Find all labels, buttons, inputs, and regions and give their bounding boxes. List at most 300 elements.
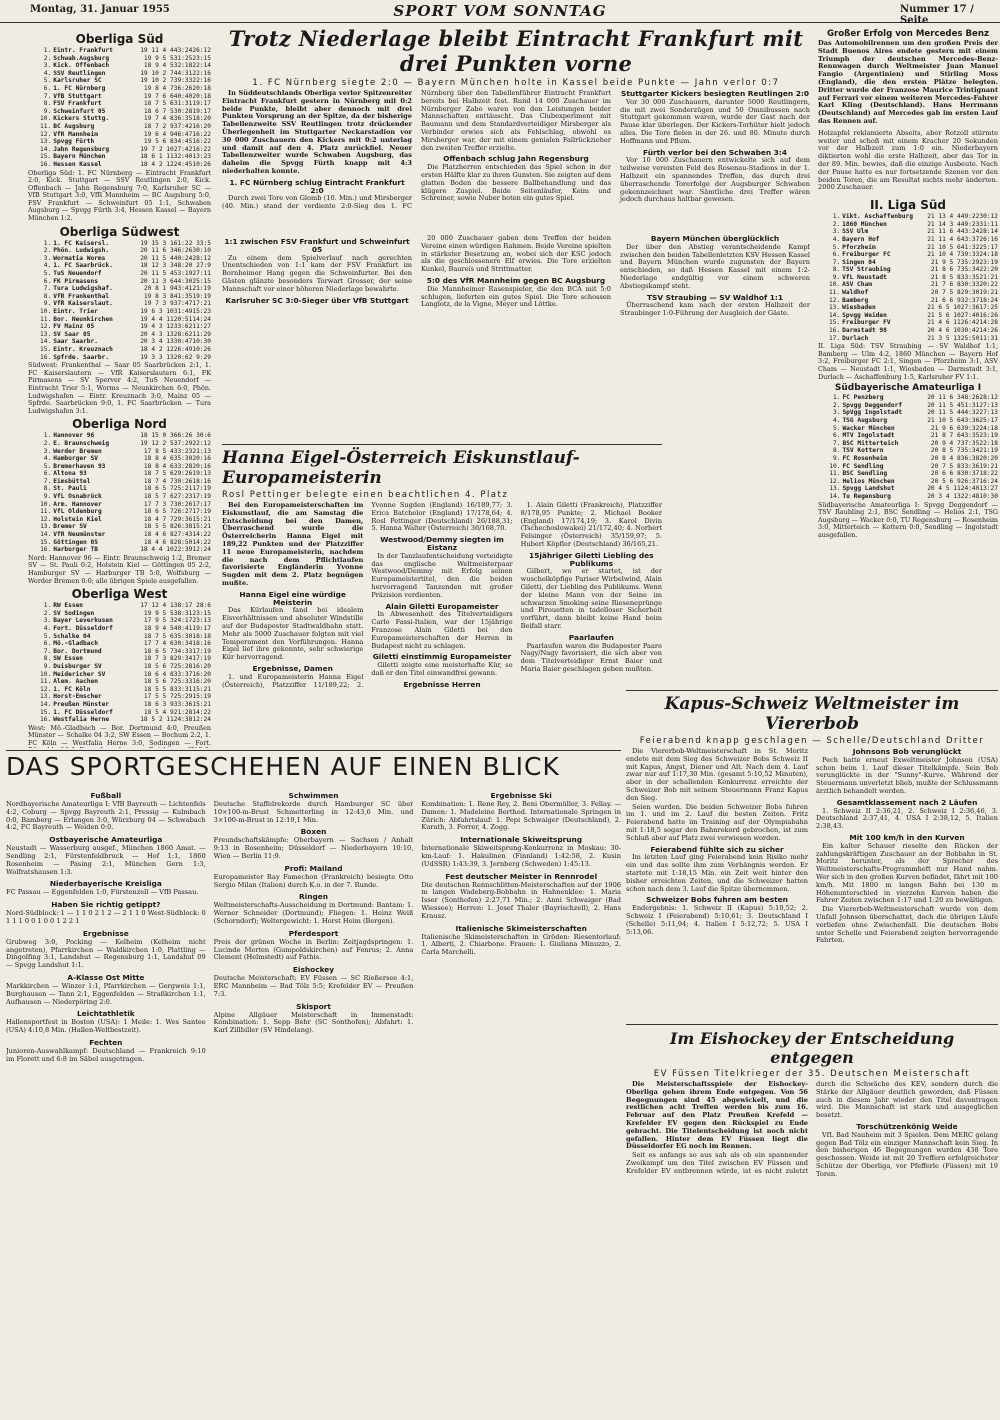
blick-subheading: Internationale Skiweitsprung [460, 835, 583, 845]
article-paragraph: Die Platzherren entschieden das Spiel schon in der ersten Hälfte klar zu ihren Gunsten. Sie zeigten auf dem glatten Boden die bessere Ballbehandlung und das klügere Zuspiel. Beide Seitenläufer, Keim und Schreiner, sowie Nuber boten ein gutes Spiel. [421, 163, 611, 203]
blick-paragraph: Preis der grünen Woche in Berlin: Zeitjagdspringen: 1. Lucinde Merten (Gumpoldskirchen) auf Fenrus; 2. Anna Clement (Helmstedt) auf Fathis. [213, 937, 414, 962]
table-cell: 30:47 [173, 338, 193, 346]
table-cell: Waldhof [842, 289, 869, 297]
blick-subheading: Profi: Mailand [284, 863, 343, 873]
table-cell: 3. [832, 228, 841, 236]
table-row [818, 417, 998, 425]
table-cell: 1860 München [842, 220, 887, 228]
table-cell: 21 5 6 10 [927, 311, 961, 319]
table-cell: 18 6 4 8 [143, 670, 174, 678]
table-cell: SV Saar 05 [53, 330, 91, 338]
article-paragraph: In Abwesenheit des Titelverteidigers Carlo Fassi-Italien, war der 15jährige Franzose Alain Giletti bei den Europameisterschaften der Herren in Budapest nicht zu schlagen. [371, 610, 513, 650]
table-row [818, 312, 998, 320]
table-cell: Hannover 96 [53, 432, 95, 440]
blick-paragraph: Die deutschen Rennschlitten-Meisterschaften auf der 1906 m langen Wadeberg-Bobbahn in Hahnenklee: 1. Maria Isser (Sonthofen) 2:27,71 Min.; 2. Anni Schwaiger (Bad Wiessee); Herren: 1. Josef Thaler (Bayrischzell), 2. Hans Krausz. [421, 880, 621, 920]
table-cell: 17 5 5 7 [143, 693, 174, 701]
table-cell: Harburger TB [53, 546, 98, 554]
table-cell: 2. [43, 609, 52, 617]
table-cell: 24:38 [173, 716, 193, 724]
table-cell: 22:12 [192, 439, 211, 447]
table-cell: 19:17 [192, 107, 211, 115]
table-cell: 6. [43, 470, 52, 478]
table-cell: 24:45 [173, 160, 193, 168]
table-cell: 18 4 2 12 [140, 160, 174, 168]
table-cell: 19 15 3 1 [140, 239, 174, 247]
liga2-title: II. Liga Süd [869, 198, 947, 213]
table-cell: 14:22 [192, 708, 211, 716]
table-cell: 22:48 [960, 492, 980, 500]
table-cell: 16:22 [192, 138, 211, 146]
table-cell: TuS Neuendorf [53, 270, 102, 278]
table-cell: 12:24 [192, 546, 211, 554]
table-cell: VfR Frankenthal [53, 292, 110, 300]
table-cell: 17 9 5 3 [143, 617, 174, 625]
main-headline: Trotz Niederlage bleibt Eintracht Frankfurt mit drei Punkten vorne [228, 26, 804, 76]
article-paragraph: Paarlaufen waren die Budapester Paare Nagy/Nagy favorisiert, die sich aber von dem Titelverteidiger Ernst Baier und Maria Baier geschlagen geben mußten. [520, 641, 662, 673]
table-cell: 10:30 [192, 338, 211, 346]
table-row [28, 633, 211, 641]
table-row [818, 251, 998, 259]
blick-subheading: Skisport [296, 1001, 331, 1011]
table-cell: 41:35 [173, 292, 193, 300]
table-cell: 17:19 [192, 647, 211, 655]
table-cell: 16. [40, 716, 52, 724]
table-row [28, 531, 211, 539]
table-cell: 17 7 4 6 [143, 640, 174, 648]
table-cell: 18 7 5 6 [143, 100, 174, 108]
table-cell: 36:26 [173, 84, 193, 92]
table-row [28, 100, 211, 108]
article-paragraph: Vor 10 000 Zuschauern entwickelte sich auf dem teilweise vereisten Feld des Rosenau-Stadions in der 1. Halbzeit ein spannendes Treffen, das durch drei überraschende Torerfolge der Augsburger Schwaben gekennzeichnet war. Sämtliche drei Treffer wären jedoch durchaus haltbar gewesen. [620, 156, 810, 204]
table-cell: 20:62 [173, 353, 193, 361]
table-cell: 1. [832, 394, 841, 402]
article-subheading: Westwood/Demmy siegten im Eistanz [380, 535, 504, 552]
table-cell: 13:23 [192, 153, 211, 161]
table-cell: 17:19 [192, 508, 211, 516]
table-row [28, 625, 211, 633]
table-row [28, 338, 211, 346]
table-cell: VfR Kaiserslaut. [53, 300, 113, 308]
table-cell: 33:5 [196, 239, 211, 247]
blick-paragraph: Neustadt — Wasserburg ausgef., München 1860 Amat. — Sendling 2:1, Fürstenfeldbruck — Hof 1:1, 1860 Rosenheim — Pasing 2:1, München Gern 1:3, Wolfratshausen 1:3. [6, 844, 206, 876]
table-cell: 18 8 4 6 [143, 462, 174, 470]
table-cell: Tura Ludwigshaf. [53, 285, 113, 293]
table-cell: 26:12 [192, 47, 211, 54]
table-cell: TSV Kottern [842, 447, 884, 455]
table-cell: 30:34 [173, 640, 193, 648]
table-cell: 33:36 [960, 462, 980, 470]
bob-ranking-text: Endergebnis: 1. Schweiz II (Kapus) 5:10,52; 2. Schweiz I (Feierabend) 5:10,61; 3. Deutschland I (Schelle) 5:11,94; 4. Italien I 5:12,72; 5. USA I 5:13,06. [626, 904, 808, 936]
table-cell: 32:37 [960, 296, 980, 304]
table-cell: 20 8 5 7 [930, 447, 961, 455]
table-row [818, 228, 998, 236]
article-paragraph: Die Mannheimer Rasenspieler, die den BCA mit 5:0 schlugen, lieferten ein gutes Spiel. Die Tore schossen Langlotz, de la Vigne, Meyer und Löttke. [421, 284, 611, 309]
header-date: Montag, 31. Januar 1955 [30, 4, 170, 15]
table-cell: 1. FC Kaisersl. [53, 239, 110, 247]
skating-body [222, 502, 662, 689]
league-table [28, 602, 211, 724]
table-cell: 10. [829, 462, 841, 470]
table-cell: 16:22 [192, 145, 211, 153]
table-cell: 30:33 [960, 281, 980, 289]
article-subheading: Giletti einstimmig Europameister [372, 652, 512, 662]
table-cell: 8. [43, 655, 52, 663]
table-cell: Holstein Kiel [53, 515, 102, 523]
table-cell: Freiburger FV [842, 319, 891, 327]
table-row [28, 331, 211, 339]
league-table [28, 47, 211, 169]
table-cell: 18 7 4 7 [143, 477, 174, 485]
table-cell: 28:62 [173, 330, 193, 338]
table-cell: 14. [40, 338, 52, 346]
table-cell: 10. [828, 281, 841, 289]
table-cell: Fort. Düsseldorf [53, 624, 113, 632]
table-cell: 48:20 [173, 262, 193, 270]
table-cell: 5. [832, 424, 841, 432]
table-cell: 11. [40, 508, 52, 516]
table-row [28, 516, 211, 524]
table-cell: 7. [832, 439, 841, 447]
table-row [818, 221, 998, 229]
table-cell: VfR Neumünster [53, 531, 106, 539]
table-cell: 39:33 [960, 251, 980, 259]
table-cell: 46:47 [173, 130, 193, 138]
bob-subline: Feierabend knapp geschlagen — Schelle/Deutschland Dritter [639, 736, 985, 746]
table-cell: 18 9 4 5 [143, 62, 174, 70]
table-row [28, 55, 211, 63]
table-row [818, 335, 998, 343]
table-cell: 17:19 [192, 655, 211, 663]
table-cell: BSC Sendling [842, 470, 888, 478]
table-cell: 14:22 [192, 531, 211, 539]
right-column [818, 26, 998, 698]
table-cell: 19 5 6 8 [143, 138, 174, 146]
table-row [818, 213, 998, 221]
table-cell: 19 7 3 9 [143, 300, 174, 308]
blick-subheading: Schwimmen [288, 791, 339, 800]
table-cell: FK Pirmasens [53, 277, 98, 285]
mercedes-headline: Großer Erfolg von Mercedes Benz [826, 29, 990, 39]
table-cell: 30:42 [960, 327, 980, 335]
table-cell: Werder Bremen [53, 447, 102, 455]
table-cell: 18 4 7 7 [143, 515, 174, 523]
table-cell: 15:21 [192, 523, 211, 531]
bob-text-2: Seien wurden. Die beiden Schweizer Bobs fuhren im 1. und im 2. Lauf die besten Zeiten. Fritz Feierabend hatte im Training auf der Olympiabahn mit 1:18,5 sogar den Bahnrekord gebrochen, ist zum Schluß aber auf Platz zwei verwiesen worden. [626, 802, 808, 842]
table-row [28, 716, 211, 724]
table-row [818, 485, 998, 493]
table-cell: 15:21 [192, 700, 211, 708]
table-cell: 13:27 [979, 485, 998, 493]
hockey-body [626, 1081, 998, 1179]
table-cell: 53:19 [173, 270, 193, 278]
table-cell: 6. [832, 251, 841, 259]
table-cell: 46:26 [173, 247, 193, 255]
article-subheading: 1:1 zwischen FSV Frankfurt und Schweinfurt 05 [224, 237, 410, 254]
table-cell: 8. [43, 100, 52, 108]
table-cell: 19 7 6 6 [143, 92, 174, 100]
table-cell: 3. [43, 617, 52, 625]
table-cell: 27:36 [960, 304, 980, 312]
league-title: Oberliga West [71, 587, 168, 602]
table-row [28, 448, 211, 456]
table-cell: 16:20 [192, 678, 211, 686]
table-cell: Schwab.Augsburg [53, 54, 110, 62]
blick-headline: DAS SPORTGESCHEHEN AUF EINEN BLICK [6, 752, 560, 781]
skating-headline: Hanna Eigel-Österreich Eiskunstlauf-Europameisterin [222, 448, 580, 488]
table-cell: 10:30 [979, 492, 998, 500]
table-cell: 2. [43, 439, 52, 447]
table-cell: 26:42 [960, 319, 980, 327]
table-cell: 44:30 [173, 277, 193, 285]
article-paragraph: 20 000 Zuschauer gaben dem Treffen der beiden Vereine einen würdigen Rahmen. Beide Vereine spielten in stärkster Besetzung an, wobei sich der KSC jedoch als die geschlossenere Elf erwies. Die Tore erzielten Kunkel, Baureis und Strittmatter. [421, 235, 611, 274]
amateur-note: Südbayerische Amateurliga I: Spvgg Deggendorf — TSV Raubling 2:1, BSC Sendling — Helios 2:1, TSG Augsburg — Wacker 0:0, TU Regensburg — Rosenheim 3:0, Mitterteich — Kottern 0:0, Sendling — Ingolstadt ausgefallen. [818, 500, 998, 539]
article-subheading: Fürth verlor bei den Schwaben 3:4 [643, 147, 787, 157]
table-cell: 31:31 [173, 100, 193, 108]
table-cell: 5. [832, 243, 841, 251]
table-row [28, 153, 211, 161]
league-results-note: Nord: Hannover 96 — Eintr. Braunschweig 1:2, Bremer SV — St. Pauli 0:2, Holstein Kiel — Göttingen 05 2:2, Hamburger SV — Harburger TB 5:0, Wolfsburg — Werder Bremen 0:0; alle übrigen Spiele ausgefallen. [28, 553, 211, 585]
table-cell: 26:49 [173, 345, 193, 353]
table-cell: 16:26 [979, 311, 998, 319]
table-cell: 21 8 6 7 [930, 266, 961, 274]
main-lead: In Süddeutschlands Oberliga verlor Spitzenreiter Eintracht Frankfurt gestern in Nürnberg mit 0:2 beide Punkte, bleibt aber dennoch mit drei Punkten Vorsprung an der Spitze, da der bisherige Tabellenzweite SSV Reutlingen trotz drückender Überlegenheit im Stuttgarter Neckarstadion vor 30 000 Zuschauern den Kickers mit 0:2 unterlag und damit auf den 4. Platz zurückfiel. Neuer Tabellenzweiter wurde Schwaben Augsburg, das daheim die Spvgg Fürth knapp mit 4:3 niederhalten konnte. [222, 89, 412, 175]
table-cell: 9. [43, 493, 52, 501]
table-cell: 21 11 6 4 [927, 228, 961, 236]
table-cell: 61:22 [173, 239, 193, 247]
table-row [818, 409, 998, 417]
table-cell: 19 4 4 11 [140, 315, 174, 323]
table-cell: Darmstadt 98 [842, 327, 887, 335]
table-cell: 16. [40, 160, 52, 168]
table-row [818, 440, 998, 448]
table-cell: 19 11 4 4 [140, 47, 174, 54]
blick-subheading: A-Klasse Ost Mitte [67, 972, 145, 982]
table-cell: 18 7 3 8 [143, 655, 174, 663]
article-paragraph: Gilbert, wo er startet, ist der wuschelköpfige Pariser Wirbelwind, Alain Giletti, der Liebling des Publikums. Wenn der kleine Mann von der Seine im schwarzen Smoking seine Rieseneprünge und Pirouetten in tadelloser Sicherheit vorführt, dann bleibt keine Hand beim Beifall starr. [520, 567, 662, 630]
table-row [28, 701, 211, 709]
table-cell: 44:32 [960, 409, 980, 417]
table-cell: 20 11 5 4 [927, 409, 961, 417]
table-cell: 16:24 [979, 477, 998, 485]
table-cell: Eintr. Trier [53, 308, 98, 315]
blick-subheading: Pferdesport [288, 928, 339, 938]
table-row [28, 686, 211, 694]
table-cell: 30:6 [196, 432, 211, 440]
table-cell: Durlach [842, 334, 869, 342]
table-cell: 15. [40, 345, 52, 353]
table-cell: 35:29 [960, 258, 980, 266]
table-cell: 33:36 [173, 700, 193, 708]
table-row [28, 432, 211, 440]
table-cell: 9. [832, 454, 841, 462]
table-cell: 7. [43, 285, 52, 293]
table-cell: 19:13 [192, 470, 211, 478]
article-subheading: Ergebnisse Herren [403, 679, 481, 689]
bob-headline: Kapus-Schweiz Weltmeister im Viererbob [664, 694, 960, 734]
table-cell: 20 11 6 3 [140, 247, 174, 255]
table-row [28, 255, 211, 263]
table-cell: 16. [40, 353, 52, 361]
table-cell: Schweinfurt 05 [53, 107, 106, 115]
table-cell: 23:19 [979, 258, 998, 266]
table-cell: Wormatia Worms [53, 254, 106, 262]
table-cell: 26:37 [960, 477, 980, 485]
article-subheading: 1. FC Nürnberg schlug Eintracht Frankfurt 2:0 [229, 177, 405, 195]
table-cell: 22:20 [979, 266, 998, 274]
table-cell: 21:19 [192, 285, 211, 293]
table-row [28, 123, 211, 131]
table-cell: Westfalia Herne [53, 716, 110, 724]
table-cell: 14:24 [192, 315, 211, 323]
table-cell: Karlsruher SC [53, 77, 102, 85]
blick-subheading: Ringen [298, 892, 329, 902]
table-cell: 11. [40, 678, 52, 686]
table-cell: VfL Neustadt [842, 273, 887, 281]
table-cell: 17. [828, 334, 841, 342]
hockey-headline: Im Eishockey der Entscheidung entgegen [669, 1029, 955, 1067]
table-row [28, 610, 211, 618]
table-cell: Pforzheim [842, 243, 876, 251]
table-cell: Horst-Emscher [53, 693, 102, 701]
table-cell: 27:40 [960, 311, 980, 319]
table-cell: 35:34 [960, 266, 980, 274]
table-cell: 18:24 [979, 296, 998, 304]
table-cell: Eintr. Frankfurt [53, 47, 113, 54]
table-cell: Altona 93 [53, 470, 87, 478]
blick-subheading: Leichtathletik [76, 1009, 135, 1019]
table-cell: 2. [832, 220, 841, 228]
table-row [818, 304, 998, 312]
table-cell: Spfrde. Saarbr. [53, 353, 110, 361]
article-paragraph: Überraschend kam nach der ersten Halbzeit der Straubinger 1:0-Führung der Ausgleich der Gäste. [620, 301, 810, 318]
table-cell: SV Sodingen [53, 609, 95, 617]
amateur-table [818, 394, 998, 500]
table-cell: 15:23 [192, 308, 211, 315]
table-cell: Preußen Münster [53, 700, 110, 708]
bob-unlucky-text: Pech hatte erneut Exweltmeister Johnson (USA) schon beim 1. Lauf dieser Titelkämpfe. Sein Bob verunglückte in der "Sunny"-Kurve. Während der Steuermann unverletzt blieb, mußte der Schlussmann ärztlich behandelt werden. [816, 755, 998, 795]
table-row [28, 440, 211, 448]
table-cell: Spvgg Weiden [842, 311, 887, 319]
table-cell: 20 7 5 8 [930, 462, 961, 470]
league-title: Oberliga Nord [72, 417, 167, 432]
skating-article [222, 444, 662, 748]
table-cell: 18 6 7 5 [143, 107, 174, 115]
table-cell: 1. FC Saarbrück. [53, 262, 113, 270]
table-cell: 6. [43, 277, 52, 285]
table-cell: Freiburger FC [842, 251, 891, 259]
article-paragraph: Zu einem dem Spielverlauf nach gerechten Unentschieden von 1:1 kam der FSV Frankfurt im Bornheimer Hang gegen die Schweinfurter. Bei den Gästen glänzte besonders Torwart Grosser, der seine Mannschaft vor einer höheren Niederlage bewahrte. [222, 253, 412, 293]
article-paragraph: 1. Alain Giletti (Frankreich), Platzziffer 8/178,95 Punkte; 2. Michael Booker (England) 17/174,19; 3. Karol Divin (Tschechoslowakei) 21/172,40; 4. Norbert Felsinger (Österreich) 35/159,97; 5. Hubert Köpfler (Deutschland) 36/165,21. [520, 501, 662, 548]
table-cell: Schalke 04 [53, 632, 91, 640]
table-cell: 10:26 [192, 345, 211, 353]
table-row [28, 493, 211, 501]
table-cell: 37:35 [960, 439, 980, 447]
table-cell: 10. [40, 115, 52, 123]
table-cell: 16:22 [192, 130, 211, 138]
table-cell: 25:17 [979, 243, 998, 251]
table-cell: 12. [828, 296, 841, 304]
table-cell: 15. [828, 319, 841, 327]
table-row [28, 478, 211, 486]
table-row [818, 394, 998, 402]
table-cell: 19 9 5 5 [143, 609, 174, 617]
blick-subheading: Boxen [300, 827, 327, 837]
table-cell: 19 6 3 10 [140, 308, 174, 315]
table-cell: 10. [40, 308, 52, 315]
table-cell: 31:25 [173, 54, 193, 62]
table-cell: 25:15 [192, 277, 211, 285]
table-cell: 19 6 4 9 [143, 130, 174, 138]
table-cell: 18 5 6 7 [143, 662, 174, 670]
blick-subheading: Ostbayerische Amateurliga [49, 835, 163, 845]
blick-subheading: Haben Sie richtig getippt? [51, 900, 161, 910]
table-cell: 9:29 [196, 353, 211, 361]
table-cell: 21 7 6 8 [930, 281, 961, 289]
table-cell: 21:28 [173, 708, 193, 716]
table-cell: 2. [43, 54, 52, 62]
table-cell: 4. [832, 235, 841, 243]
table-cell: 27:23 [173, 493, 193, 501]
table-cell: 35:34 [960, 447, 980, 455]
table-cell: 15. [40, 153, 52, 161]
table-cell: 18 6 1 11 [140, 153, 174, 161]
table-cell: Wacker München [842, 424, 895, 432]
bob-curves-title: Mit 100 km/h in den Kurven [849, 832, 965, 842]
table-cell: 19 10 2 7 [140, 77, 174, 85]
table-cell: 33:35 [960, 273, 980, 281]
table-cell: 17 7 3 7 [143, 500, 174, 508]
table-cell: 21 8 7 6 [930, 432, 961, 440]
table-cell: 20 8 1 9 [143, 285, 174, 293]
table-cell: 9. [43, 300, 52, 308]
table-cell: 24:40 [960, 485, 980, 493]
table-cell: 20 4 6 10 [927, 327, 961, 335]
table-cell: 19 9 5 5 [143, 54, 174, 62]
table-cell: 28:6 [196, 602, 211, 610]
table-cell: 18 6 3 9 [143, 700, 174, 708]
table-cell: 33:31 [173, 685, 193, 693]
table-cell: Bremer SV [53, 523, 87, 531]
table-row [28, 115, 211, 123]
table-cell: 18 4 4 10 [140, 546, 174, 554]
table-row [28, 663, 211, 671]
table-cell: 12. [40, 515, 52, 523]
table-cell: 28:14 [979, 228, 998, 236]
table-cell: VfR Mannheim [53, 130, 98, 138]
table-cell: 43:36 [960, 416, 980, 424]
table-row [28, 293, 211, 301]
table-cell: 30:12 [979, 213, 998, 221]
table-cell: 18:20 [192, 115, 211, 123]
table-cell: 11. [829, 470, 841, 478]
table-cell: 21 9 5 7 [930, 258, 961, 266]
table-cell: 15. [40, 708, 52, 716]
table-cell: 21 6 6 9 [930, 296, 961, 304]
table-cell: 12. [40, 130, 52, 138]
table-cell: 39:33 [173, 77, 193, 85]
bob-ranking-title: Schweizer Bobs fuhren am besten [646, 895, 788, 905]
table-cell: Jahn Regensburg [53, 145, 110, 153]
table-cell: 33:62 [173, 323, 193, 331]
league-results-note: Oberliga Süd: 1. FC Nürnberg — Eintracht Frankfurt 2:0, Kick. Stuttgart — SSV Reutlingen 2:0, Kick. Offenbach — Jahn Regensburg 7:0, Karlsruher SC — VfB Stuttgart 3:0, VfR Mannheim — BC Augsburg 5:0, FSV Frankfurt — Schweinfurt 05 1:1, Schwaben Augsburg — Spvgg Fürth 3:4, Hessen Kassel — Bayern München 1:2. [28, 168, 211, 223]
table-cell: 20 11 6 3 [927, 394, 961, 402]
article-subheading: Bayern München überglücklich [650, 235, 780, 243]
table-cell: 14. [40, 700, 52, 708]
table-cell: TSG Augsburg [842, 416, 888, 424]
table-cell: 4. [43, 624, 52, 632]
table-cell: 2. [832, 401, 841, 409]
table-cell: 11. [828, 289, 841, 297]
